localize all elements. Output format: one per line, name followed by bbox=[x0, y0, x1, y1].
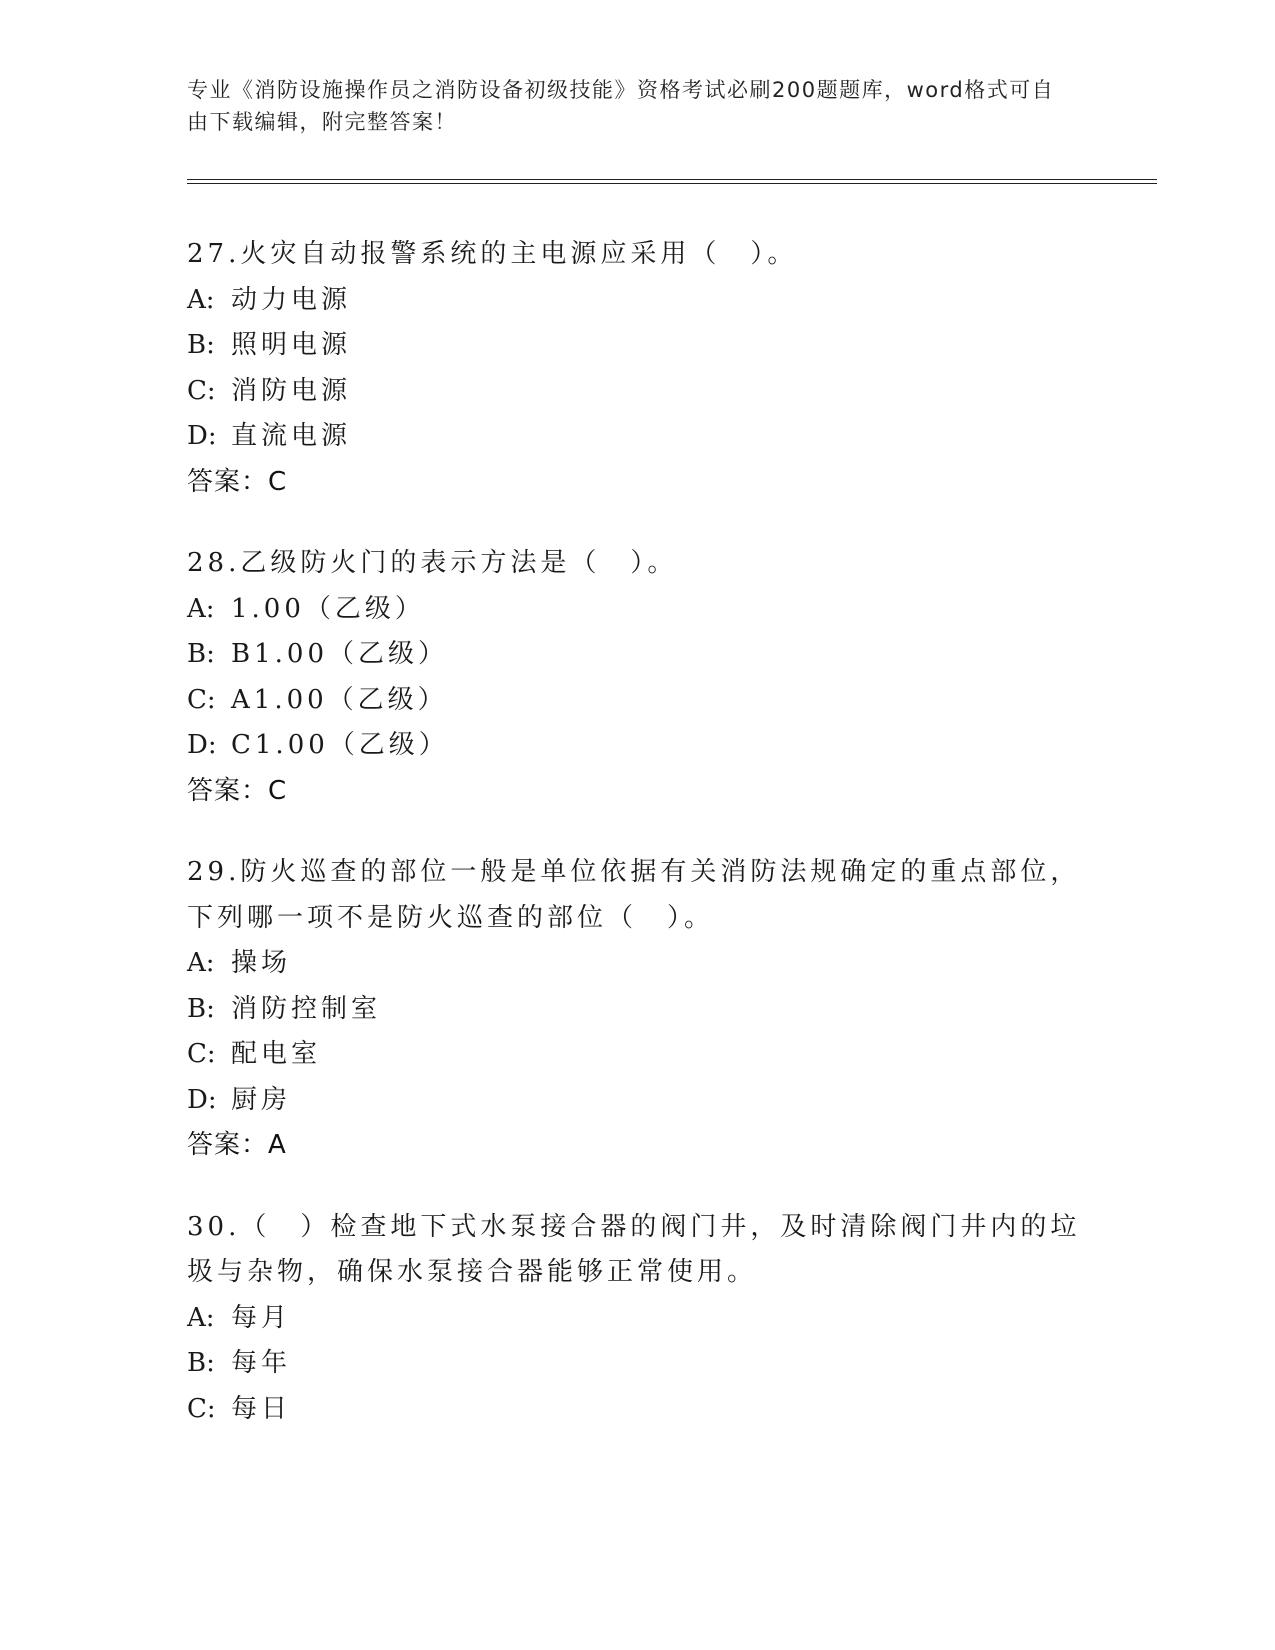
option-letter: D: bbox=[187, 1084, 217, 1115]
option-letter: C: bbox=[187, 375, 216, 406]
option-letter: A: bbox=[187, 1302, 215, 1333]
option-letter: B: bbox=[187, 330, 215, 360]
option-a bbox=[187, 278, 1087, 324]
option-letter: D: bbox=[187, 421, 217, 451]
header-rule-bottom bbox=[187, 183, 1157, 184]
question-29 bbox=[187, 850, 1087, 1169]
option-d bbox=[187, 414, 1087, 460]
option-c bbox=[187, 1387, 1087, 1433]
option-letter: A: bbox=[187, 284, 215, 315]
option-letter: B: bbox=[187, 993, 215, 1024]
option-letter: C: bbox=[187, 1039, 216, 1069]
option-a bbox=[187, 941, 1087, 987]
option-text: 配电室 bbox=[231, 1039, 322, 1069]
header-rule-top bbox=[187, 179, 1157, 180]
option-letter: C: bbox=[187, 684, 216, 715]
question-list bbox=[187, 232, 1087, 1468]
option-text: A1.00（乙级） bbox=[231, 684, 448, 715]
option-d bbox=[187, 723, 1087, 769]
option-text: 动力电源 bbox=[231, 284, 352, 315]
option-text: B1.00（乙级） bbox=[231, 639, 448, 669]
document-header: 专业《消防设施操作员之消防设备初级技能》资格考试必刷200题题库，word格式可自由下载编辑，附完整答案！ bbox=[187, 78, 1055, 134]
option-letter: C: bbox=[187, 1393, 216, 1424]
option-text: 厨房 bbox=[231, 1084, 292, 1115]
option-letter: B: bbox=[187, 1348, 215, 1378]
option-text: C1.00（乙级） bbox=[231, 730, 449, 760]
option-text: 直流电源 bbox=[231, 421, 352, 451]
option-d bbox=[187, 1078, 1087, 1124]
option-b bbox=[187, 632, 1087, 678]
question-stem: 27.火灾自动报警系统的主电源应采用（ ）。 bbox=[187, 239, 798, 269]
option-letter: B: bbox=[187, 639, 215, 669]
answer-line: 答案：A bbox=[187, 1130, 287, 1160]
question-stem: 28.乙级防火门的表示方法是（ ）。 bbox=[187, 548, 678, 578]
option-text: 消防电源 bbox=[231, 375, 352, 406]
question-stem: 29.防火巡查的部位一般是单位依据有关消防法规确定的重点部位，下列哪一项不是防火巡查的部位（ ）。 bbox=[187, 857, 1081, 933]
answer-line: 答案：C bbox=[187, 466, 288, 497]
option-letter: D: bbox=[187, 730, 217, 760]
option-text: 每年 bbox=[231, 1348, 292, 1378]
option-text: 每月 bbox=[231, 1302, 292, 1333]
question-stem: 30.（ ）检查地下式水泵接合器的阀门井，及时清除阀门井内的垃圾与杂物，确保水泵接合器能够正常使用。 bbox=[187, 1211, 1081, 1287]
option-c bbox=[187, 678, 1087, 724]
option-b bbox=[187, 1341, 1087, 1387]
option-text: 照明电源 bbox=[231, 330, 352, 360]
option-text: 操场 bbox=[231, 948, 292, 978]
option-text: 消防控制室 bbox=[231, 993, 382, 1024]
option-text: 每日 bbox=[231, 1393, 292, 1424]
option-letter: A: bbox=[187, 593, 215, 624]
question-28 bbox=[187, 541, 1087, 814]
answer-line: 答案：C bbox=[187, 775, 288, 806]
option-c bbox=[187, 1032, 1087, 1078]
option-b bbox=[187, 987, 1087, 1033]
option-a bbox=[187, 1296, 1087, 1342]
option-b bbox=[187, 323, 1087, 369]
option-c bbox=[187, 369, 1087, 415]
option-text: 1.00（乙级） bbox=[231, 593, 425, 624]
question-30 bbox=[187, 1205, 1087, 1433]
option-letter: A: bbox=[187, 948, 215, 978]
option-a bbox=[187, 587, 1087, 633]
question-27 bbox=[187, 232, 1087, 505]
